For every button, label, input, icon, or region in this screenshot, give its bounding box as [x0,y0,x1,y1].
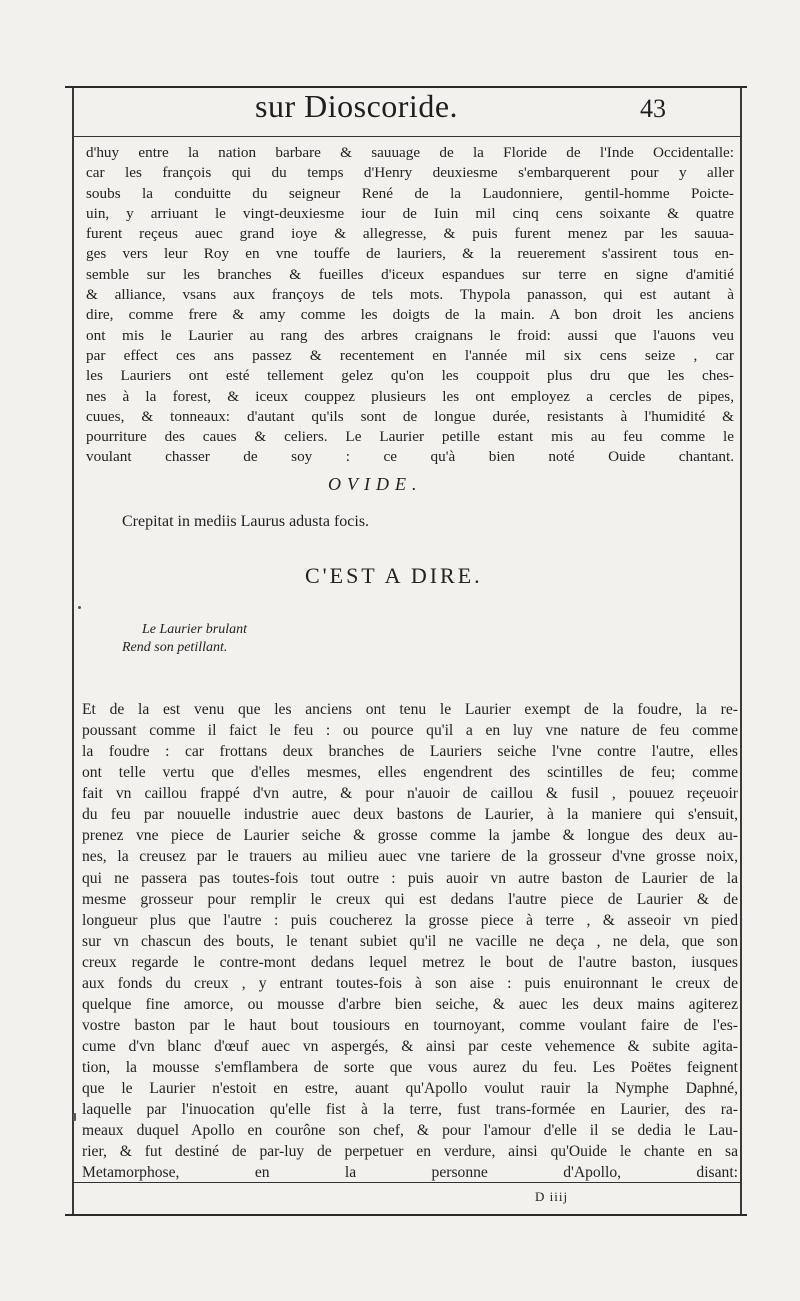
text-line: les Lauriers ont esté tellement gelez qu'on les couppoit plus dru que les ches- [86,367,734,385]
right-frame-rule [740,88,742,1216]
text-line: & alliance, vsans aux françoys de tels mots. Thypola panasson, qui est autant à [86,286,734,304]
footer-rule [72,1182,742,1183]
text-line: nes, la creusez par le trauers au milieu auec vne tariere de la grosseur d'vne grosse noix, [82,848,738,866]
text-line: ges vers leur Roy en vne touffe de lauriers, & la reuerement s'assirent tous en- [86,245,734,263]
page-number: 43 [640,94,666,123]
text-line: uin, y arriuant le vingt-deuxiesme iour de Iuin mil cinq cens soixante & quatre [86,204,734,222]
text-line: quelque fine amorce, ou mousse d'arbre bien seiche, & auec les deux mains agiterez [82,995,738,1013]
text-line: nes à la forest, & iceux couppez plusieurs les ont employez a cercles de pipes, [86,387,734,405]
text-line: vostre baston par le haut bout tousiours en tournoyant, comme voulant faire de l'es- [82,1016,738,1034]
text-line: mesme grosseur pour remplir le creux qui est dedans l'autre piece de Laurier & de [82,890,738,908]
text-line: d'huy entre la nation barbare & sauuage de la Floride de l'Inde Occidentalle: [86,144,734,161]
signature-mark: D iiij [535,1189,569,1204]
text-line: par effect ces ans passez & recentement en l'année mil six cens seize , car [86,346,734,364]
text-line: Et de la est venu que les anciens ont tenu le Laurier exempt de la foudre, la re- [82,701,738,718]
text-line: car les françois qui du temps d'Henry deuxiesme s'embarquerent pour y aller [86,164,734,182]
text-line: que le Laurier n'estoit en estre, auant qu'Apollo voulut rauir la Nymphe Daphné, [82,1080,738,1098]
ovide-heading: OVIDE. [328,474,423,494]
text-line: furent reçeus auec grand ioye & allegresse, & puis furent menez par les sauua- [86,225,734,243]
text-line: longueur plus que l'autre : puis coucherez la grosse piece à terre , & asseoir vn pied [82,911,738,929]
paragraph-laurier-floride [86,143,734,468]
header-rule [72,136,742,137]
text-line: fait vn caillou frappé d'vn autre, & pour n'auoir de caillou & fusil , pouuez reçeuoir [82,785,738,803]
running-head: sur Dioscoride. [255,88,459,124]
text-line: tion, la mousse s'emflambera de sorte que vous aurez du feu. Les Poëtes feignent [82,1059,738,1077]
left-frame-rule [72,88,74,1216]
text-line: pourriture des caues & celiers. Le Laurier petille estant mis au feu comme le [86,428,734,446]
ink-speck [73,1113,76,1121]
text-line: cume d'vn blanc d'œuf auec vn aspergés, & ainsi par ceste vehemence & subite agita- [82,1038,738,1055]
text-line: aux fonds du creux , y entrant toutes-fois à son aise : puis enuironnant le creux de [82,974,738,992]
text-line: ont telle vertu que d'elles mesmes, elles engendrent des scintilles de feu; comme [82,764,738,782]
paragraph-laurier-foudre [82,699,738,1183]
text-line: creux regarde le contre-mont dedans lequel metrez le bout de l'autre baston, iusques [82,953,738,971]
text-line-last: voulant chasser de soy : ce qu'à bien noté Ouide chantant. [86,448,734,466]
verse-line: Rend son petillant. [122,640,228,655]
text-line: cuues, & tonneaux: d'autant qu'ils sont de longue durée, resistants à l'humidité & [86,407,734,425]
text-line: prenez vne piece de Laurier seiche & grosse comme la jambe & longue des deux au- [82,827,738,845]
ink-speck [78,606,81,609]
text-line: ont mis le Laurier au rang des arbres craignans le froid: aussi que l'auons veu [86,326,734,344]
text-line: semble sur les branches & fueilles d'iceux espandues sur terre en signe d'amitié [86,265,734,283]
latin-quote: Crepitat in mediis Laurus adusta focis. [122,513,370,530]
text-line: du feu par nouuelle industrie auec deux bastons de Laurier, à la maniere qui s'ensuit, [82,806,738,824]
bottom-frame-rule [65,1214,747,1216]
text-line-last: Metamorphose, en la personne d'Apollo, disant: [82,1164,738,1182]
text-line: soubs la conduitte du seigneur René de la Laudonniere, gentil-homme Poicte- [86,184,734,202]
text-line: rier, & fut destiné de par-luy de perpetuer en verdure, ainsi qu'Ouide le chante en sa [82,1143,738,1161]
text-line: meaux duquel Apollo en courône son chef, & pour l'amour d'elle il se dedia le Lau- [82,1122,738,1140]
text-line: la foudre : car frottans deux branches de Lauriers seiche l'vne contre l'autre, elles [82,743,738,761]
text-line: poussant comme il faict le feu : ou pource qu'il a en luy vne nature de feu comme [82,722,738,740]
text-line: dire, comme frere & amy comme les doigts de la main. A bon droit les anciens [86,306,734,324]
verse-line: Le Laurier brulant [142,622,248,637]
text-line: laquelle par l'inuocation qu'elle fist à la terre, fust trans-formée en Laurier, des ra- [82,1101,738,1119]
text-line: sur vn chascun des bouts, le tenant subiet qu'il ne vacille ne deça , ne dela, que son [82,932,738,950]
text-line: qui ne passera pas toutes-fois tout outre : puis auoir vn autre baston de Laurier de la [82,869,738,887]
cest-a-dire-heading: C'EST A DIRE. [305,563,483,588]
